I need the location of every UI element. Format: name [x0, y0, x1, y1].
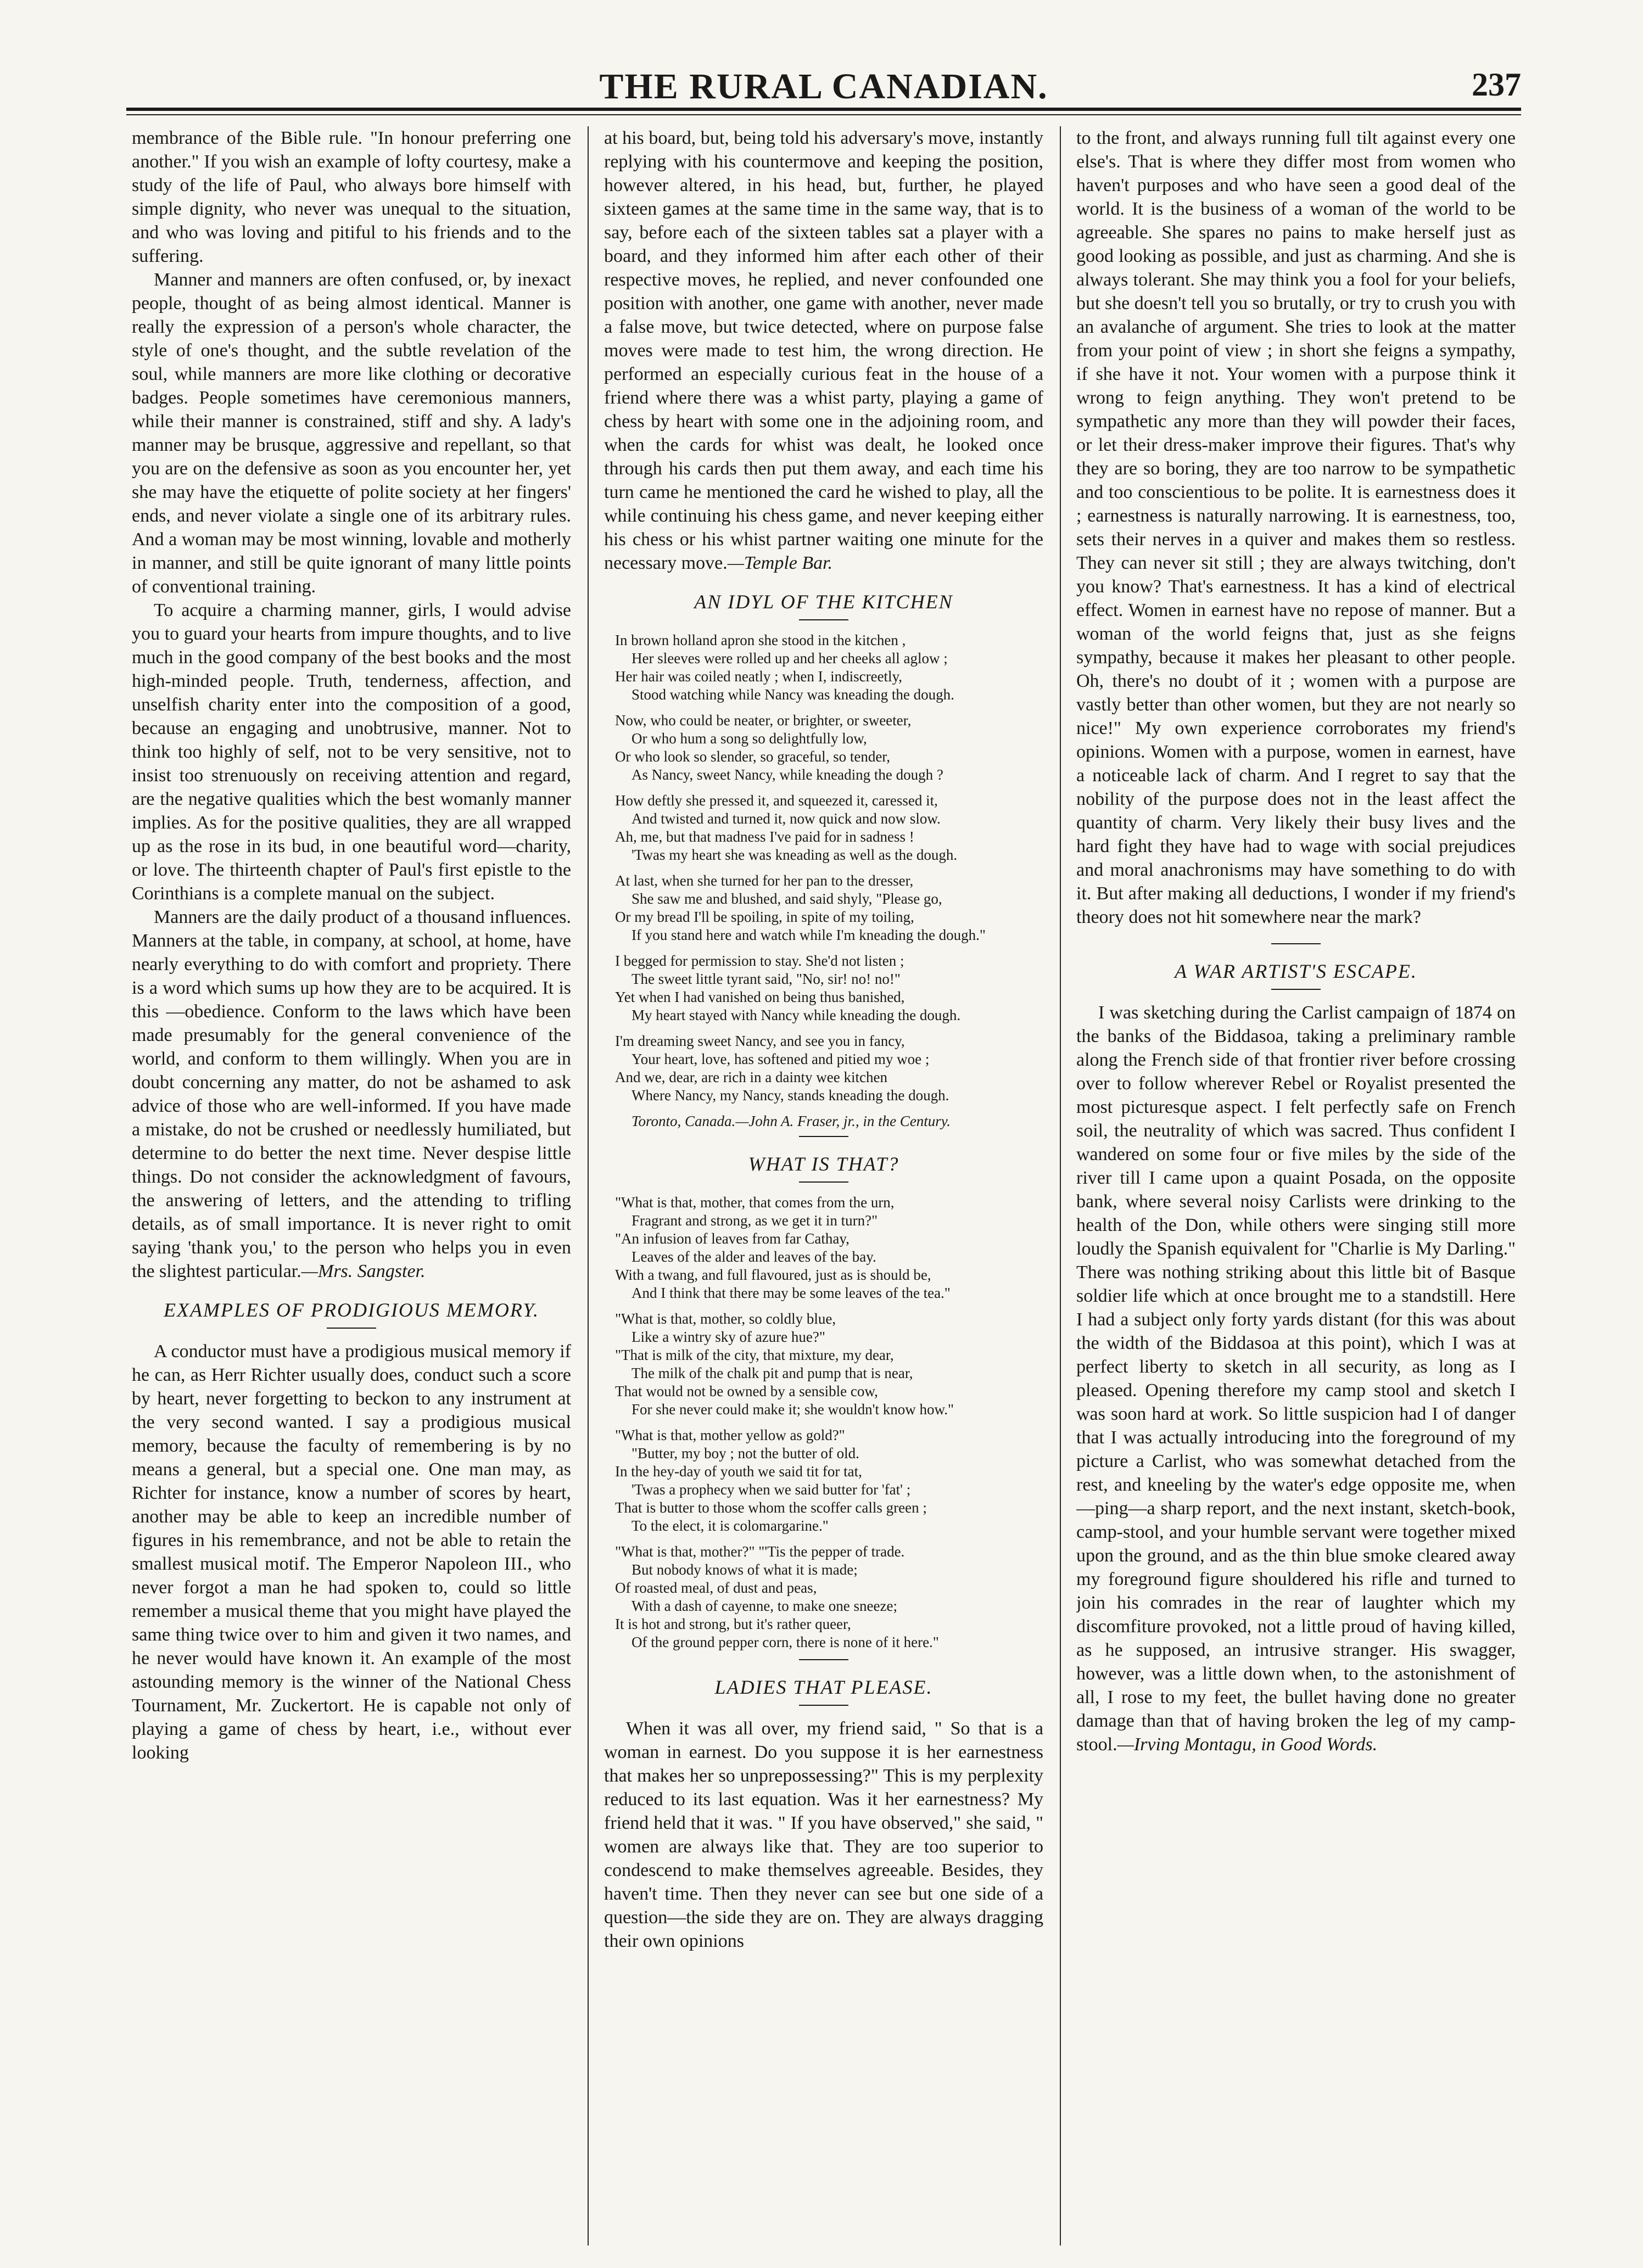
- poem-line: "What is that, mother, that comes from the urn,: [615, 1194, 895, 1211]
- poem-line: Like a wintry sky of azure hue?": [632, 1329, 825, 1345]
- section-rule: [799, 1659, 848, 1660]
- poem-stanza: [604, 1310, 1043, 1419]
- paragraph: To acquire a charming manner, girls, I would advise you to guard your hearts from impure thoughts, and to live much in the good company of the best books and the most high-minded people. Truth, tenderness, affection, and unselfish charity enter into the composition of a good, because an engaging and unobtrusive, manner. Not to think too highly of self, not to be very sensitive, not to insist too strenuously on receiving attention and regard, are the negative qualities which the best womanly manner implies. As for the positive qualities, they are all wrapped up as the rose in its bud, in one beautiful word—charity, or love. The thirteenth chapter of Paul's first epistle to the Corinthians is a complete manual on the subject.: [132, 600, 571, 904]
- poem-stanza: [604, 1543, 1043, 1651]
- poem-line: "What is that, mother, so coldly blue,: [615, 1311, 836, 1327]
- poem-line: Ah, me, but that madness I've paid for in sadness !: [615, 828, 914, 845]
- page-number: 237: [1472, 66, 1521, 103]
- column-2: [604, 126, 1043, 2245]
- poem-line: Yet when I had vanished on being thus banished,: [615, 989, 905, 1005]
- paragraph: [1076, 1001, 1516, 1756]
- poem-line: "What is that, mother?" "'Tis the pepper of trade.: [615, 1543, 905, 1560]
- poem-line: Where Nancy, my Nancy, stands kneading the dough.: [632, 1087, 949, 1104]
- paragraph-text: I was sketching during the Carlist campaign of 1874 on the banks of the Biddasoa, taking a preliminary ramble along the French side of that frontier river before crossing over to follow wherever Rebel or Royalist presented the most picturesque aspect. I felt perfectly safe on French soil, the neutrality of which was sacred. Thus confident I wandered on some four or five miles by the side of the river till I came upon a quaint Posada, on the opposite bank, where several noisy Carlists were drinking to the health of the Don, while others were singing still more loudly the Spanish equivalent for "Charlie is My Darling." There was nothing striking about this little bit of Basque soldier life which at once brought me to a standstill. Here I had a subject only forty yards distant (for this was about the width of the Biddasoa at this point), which I was at perfect liberty to sketch in all security, as long as I pleased. Opening therefore my camp stool and sketch I was soon hard at work. So little suspicion had I of danger that I was actually introducing into the foreground of my picture a Carlist, who was somewhat detached from the rest, and kneeling by the water's edge opposite me, when—ping—a sharp report, and the next instant, sketch-book, camp-stool, and your humble servant were together mixed upon the ground, and as the thin blue smoke cleared away my foreground figure shouldered his rifle and turned to join his comrades in the rear of laughter which my discomfiture provoked, not a little proud of having killed, as he supposed, an intrusive stranger. His swagger, however, was a little down when, to the astonishment of all, I rose to my feet, the bullet having done no greater damage than that of having broken the leg of my camp-stool.: [1076, 1003, 1516, 1755]
- poem-line: "An infusion of leaves from far Cathay,: [615, 1230, 850, 1247]
- column-divider: [588, 126, 589, 2245]
- poem-line: Her hair was coiled neatly ; when I, indiscreetly,: [615, 668, 903, 685]
- column-3: [1076, 126, 1516, 2245]
- paragraph-text: Manners are the daily product of a thousand influences. Manners at the table, in company, at school, at home, have nearly everything to do with comfort and propriety. There is a word which sums up how they are to be acquired. It is this —obedience. Conform to the laws which have been made presumably for the general convenience of the world, and conform to them willingly. When you are in doubt concerning any matter, do not be ashamed to ask advice of those who are well-informed. If you have made a mistake, do not be crushed or needlessly humiliated, but determine to do better the next time. Never despise little things. Do not consider the acknowledgment of favours, the answering of letters, and the attending to trifling details, as of small importance. It is never right to omit saying 'thank you,' to the person who helps you in even the slightest particular.: [132, 907, 571, 1281]
- poem-stanza: [604, 1426, 1043, 1535]
- poem-line: The sweet little tyrant said, "No, sir! no! no!": [632, 971, 901, 987]
- paragraph: membrance of the Bible rule. "In honour preferring one another." If you wish an example of lofty courtesy, make a study of the life of Paul, who always bore himself with simple dignity, who never was unequal to the situation, and who was loving and pitiful to his friends and to the suffering.: [132, 128, 571, 266]
- paragraph: A conductor must have a prodigious musical memory if he can, as Herr Richter usually does, conduct such a score by heart, never forgetting to beckon to any instrument at the very second wanted. I say a prodigious musical memory, because the faculty of remembering is by no means a general, but a special one. One man may, as Richter for instance, know a number of scores by heart, another may be able to keep an incredible number of figures in his remembrance, and not be able to retain the smallest musical motif. The Emperor Napoleon III., who never forgot a man he had spoken to, could so little remember a musical theme that you might have played the same thing twice over to him and given it two names, and he never would have known it. An example of the most astounding memory is the winner of the National Chess Tournament, Mr. Zuckertort. He is capable not only of playing a game of chess by heart, i.e., without ever looking: [132, 1341, 571, 1763]
- heading-rule: [327, 1328, 376, 1329]
- poem-line: To the elect, it is colomargarine.": [632, 1517, 829, 1534]
- poem-stanza: [604, 1032, 1043, 1105]
- poem-line: At last, when she turned for her pan to the dresser,: [615, 872, 914, 889]
- poem-line: Stood watching while Nancy was kneading the dough.: [632, 686, 954, 703]
- poem-line: 'Twas a prophecy when we said butter for 'fat' ;: [632, 1481, 911, 1498]
- poem-line: Or my bread I'll be spoiling, in spite of my toiling,: [615, 909, 914, 925]
- poem-line: As Nancy, sweet Nancy, while kneading the dough ?: [632, 766, 943, 783]
- poem-line: Or who hum a song so delightfully low,: [632, 730, 867, 747]
- poem-line: In brown holland apron she stood in the kitchen ,: [615, 632, 906, 648]
- poem-stanza: [604, 712, 1043, 784]
- heading-rule: [799, 619, 848, 620]
- poem-stanza: [604, 1194, 1043, 1302]
- poem-line: I begged for permission to stay. She'd not listen ;: [615, 953, 904, 969]
- article-heading: A WAR ARTIST'S ESCAPE.: [1175, 960, 1417, 982]
- heading-rule: [799, 1181, 848, 1183]
- poem-line: For she never could make it; she wouldn't know how.": [632, 1401, 954, 1418]
- poem-line: If you stand here and watch while I'm kneading the dough.": [632, 927, 986, 943]
- masthead: [126, 66, 1521, 110]
- poem-line: Fragrant and strong, as we get it in turn?": [632, 1212, 878, 1229]
- attribution: —Temple Bar.: [727, 553, 833, 573]
- poem-line: "That is milk of the city, that mixture, my dear,: [615, 1347, 894, 1363]
- header-rule-thick: [126, 108, 1521, 111]
- newspaper-title: THE RURAL CANADIAN.: [599, 66, 1048, 107]
- poem-line: Now, who could be neater, or brighter, or sweeter,: [615, 712, 912, 729]
- paragraph: When it was all over, my friend said, " So that is a woman in earnest. Do you suppose it is her earnestness that makes her so unprepossessing?" This is my perplexity reduced to its last equation. Was it her earnestness? My friend held that it was. " If you have observed," she said, " women are always like that. They are too superior to condescend to make themselves agreeable. Besides, they haven't time. Then they never can see but one side of a question—the side they are on. They are always dragging their own opinions: [604, 1718, 1043, 1951]
- poem-line: "Butter, my boy ; not the butter of old.: [632, 1445, 859, 1461]
- poem-stanza: [604, 872, 1043, 944]
- poem-line: And I think that there may be some leaves of the tea.": [632, 1285, 951, 1301]
- header-rule-thin: [126, 114, 1521, 115]
- poem-stanza: [604, 631, 1043, 704]
- poem-line: Your heart, love, has softened and pitied my woe ;: [632, 1051, 930, 1067]
- poem-line: And we, dear, are rich in a dainty wee kitchen: [615, 1069, 887, 1085]
- poem-stanza: [604, 952, 1043, 1024]
- poem-line: Or who look so slender, so graceful, so tender,: [615, 748, 890, 765]
- poem-line: How deftly she pressed it, and squeezed it, caressed it,: [615, 792, 938, 809]
- paragraph: [132, 905, 571, 1283]
- poem-line: That is butter to those whom the scoffer calls green ;: [615, 1499, 927, 1516]
- poem-line: With a twang, and full flavoured, just as is should be,: [615, 1267, 931, 1283]
- column-1: [132, 126, 571, 2245]
- article-heading: EXAMPLES OF PRODIGIOUS MEMORY.: [164, 1299, 539, 1321]
- poem-line: Leaves of the alder and leaves of the bay.: [632, 1248, 876, 1265]
- poem-heading: AN IDYL OF THE KITCHEN: [694, 591, 953, 613]
- paragraph: to the front, and always running full tilt against every one else's. That is where they differ most from women who haven't purposes and who have seen a good deal of the world. It is the business of a woman of the world to be agreeable. She spares no pains to make herself just as good looking as possible, and just as charming. And she is always tolerant. She may think you a fool for your beliefs, but she doesn't tell you so brutally, or try to crush you with an avalanche of argument. She tries to look at the matter from your point of view ; in short she feigns a sympathy, if she have it not. Your women with a purpose think it wrong to feign anything. They won't pretend to be sympathetic any more than they will powder their faces, or let their dress-maker improve their figures. That's why they are so boring, they are too narrow to be sympathetic and too conscientious to be polite. It is earnestness does it ; earnestness is naturally narrowing. It is earnestness, too, sets their nerves in a quiver and makes them so restless. They can never sit still ; they are always twitching, don't you know? That's earnestness. It has a kind of electrical effect. Women in earnest have no repose of manner. But a woman of the world feigns that, just as she feigns sympathy, because it makes her pleasant to other people. Oh, there's no doubt of it ; women with a purpose are vastly better than other women, but they are not nearly so nice!" My own experience corroborates my friend's opinions. Women with a purpose, women in earnest, have a noticeable lack of charm. And I regret to say that the nobility of the purpose does not in the least affect the quantity of charm. Very likely their busy lives and the hard fight they have had to wage with social prejudices and moral anachronisms may have something to do with it. But after making all deductions, I wonder if my friend's theory does not hit somewhere near the mark?: [1076, 128, 1516, 927]
- section-rule: [799, 1136, 848, 1137]
- attribution: —Mrs. Sangster.: [301, 1261, 426, 1281]
- article-heading: LADIES THAT PLEASE.: [714, 1676, 933, 1698]
- column-divider: [1060, 126, 1061, 2245]
- poem-stanza: [604, 792, 1043, 864]
- poem-byline: Toronto, Canada.—John A. Fraser, jr., in the Century.: [632, 1113, 951, 1129]
- section-rule: [1271, 943, 1321, 944]
- paragraph-text: at his board, but, being told his adversary's move, instantly replying with his countermove and keeping the position, however altered, in his head, but, further, he played sixteen games at the same time in the same way, that is to say, before each of the sixteen tables sat a player with a board, and they informed him after each other of their respective moves, he replied, and never confounded one position with another, one game with another, never made a false move, but twice detected, where on purpose false moves were made to test him, the wrong direction. He performed an especially curious feat in the house of a friend where there was a whist party, playing a game of chess by heart with some one in the adjoining room, and when the cards for whist was dealt, he looked once through his cards then put them away, and each time his turn came he mentioned the card he wished to play, all the while continuing his chess game, and never keeping either his chess or his whist partner waiting one minute for the necessary move.: [604, 128, 1043, 573]
- poem-heading: WHAT IS THAT?: [748, 1153, 899, 1175]
- poem-line: With a dash of cayenne, to make one sneeze;: [632, 1598, 897, 1614]
- paragraph: [604, 126, 1043, 575]
- poem-line: It is hot and strong, but it's rather queer,: [615, 1616, 851, 1632]
- poem-line: Of roasted meal, of dust and peas,: [615, 1580, 817, 1596]
- poem-what-is-that: [604, 1194, 1043, 1651]
- poem-line: Her sleeves were rolled up and her cheeks all aglow ;: [632, 650, 948, 667]
- poem-line: But nobody knows of what it is made;: [632, 1561, 858, 1578]
- poem-line: And twisted and turned it, now quick and now slow.: [632, 810, 941, 827]
- poem-line: She saw me and blushed, and said shyly, "Please go,: [632, 891, 942, 907]
- poem-line: 'Twas my heart she was kneading as well as the dough.: [632, 847, 958, 863]
- poem-line: Of the ground pepper corn, there is none of it here.": [632, 1634, 939, 1650]
- paragraph: Manner and manners are often confused, or, by inexact people, thought of as being almost identical. Manner is really the expression of a person's whole character, the style of one's thought, and the subtle revelation of the soul, while manners are more like clothing or decorative badges. People sometimes have ceremonious manners, while their manner is constrained, stiff and shy. A lady's manner may be brusque, aggressive and repellant, so that you are on the defensive as soon as you encounter her, yet she may have the etiquette of polite society at her fingers' ends, and never violate a single one of its arbitrary rules. And a woman may be most winning, lovable and motherly in manner, and still be quite ignorant of many little points of conventional training.: [132, 270, 571, 597]
- poem-line: My heart stayed with Nancy while kneading the dough.: [632, 1007, 961, 1023]
- poem-line: That would not be owned by a sensible cow,: [615, 1383, 878, 1399]
- poem-idyl: [604, 631, 1043, 1105]
- heading-rule: [1271, 989, 1321, 990]
- poem-line: "What is that, mother yellow as gold?": [615, 1427, 845, 1443]
- heading-rule: [799, 1705, 848, 1706]
- poem-line: The milk of the chalk pit and pump that is near,: [632, 1365, 913, 1381]
- attribution: —Irving Montagu, in Good Words.: [1117, 1734, 1378, 1755]
- poem-line: I'm dreaming sweet Nancy, and see you in fancy,: [615, 1033, 905, 1049]
- poem-line: In the hey-day of youth we said tit for tat,: [615, 1463, 862, 1480]
